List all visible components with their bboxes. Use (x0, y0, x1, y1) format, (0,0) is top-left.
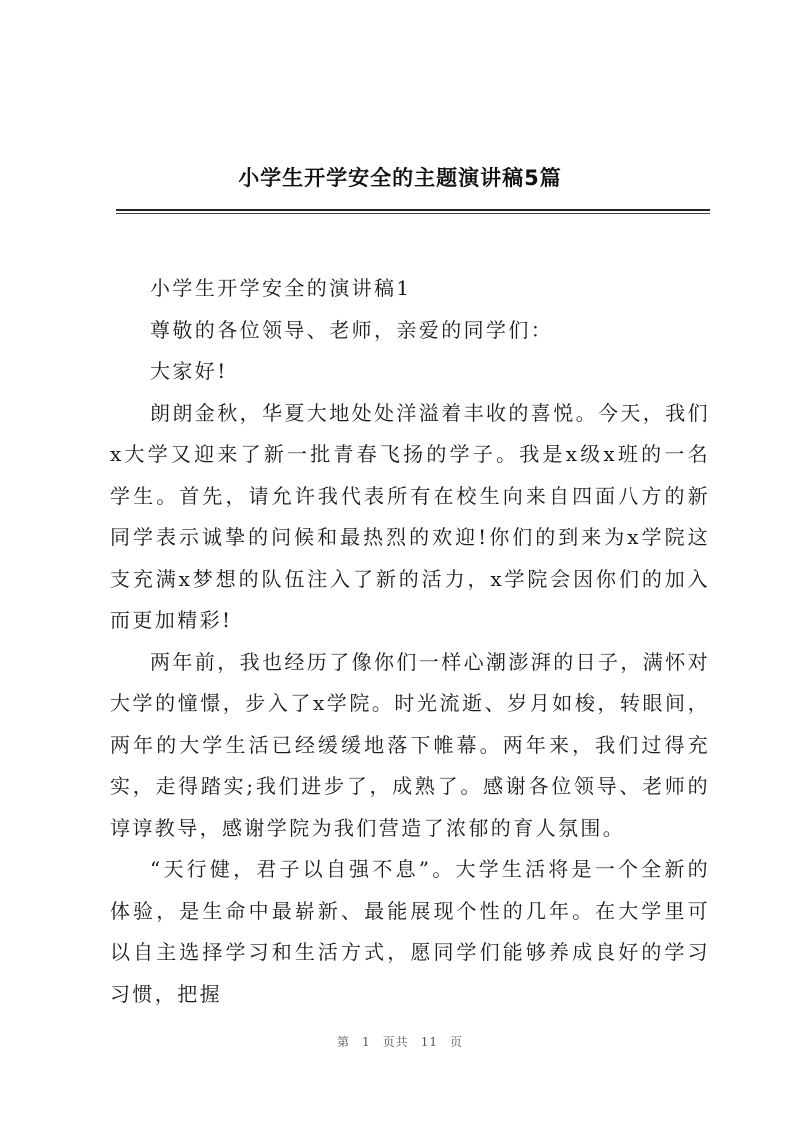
page-footer (0, 1033, 800, 1050)
document-body (110, 268, 710, 1015)
paragraph: 两年前，我也经历了像你们一样心潮澎湃的日子，满怀对大学的憧憬，步入了x学院。时光流逝、岁月如梭，转眼间，两年的大学生活已经缓缓地落下帷幕。两年来，我们过得充实，走得踏实;我们进步了，成熟了。感谢各位领导、老师的谆谆教导，感谢学院为我们营造了浓郁的育人氛围。 (110, 649, 710, 840)
paragraph: “天行健，君子以自强不息”。大学生活将是一个全新的体验，是生命中最崭新、最能展现个性的几年。在大学里可以自主选择学习和生活方式，愿同学们能够养成良好的学习习惯，把握 (110, 857, 710, 1006)
document-title: 小学生开学安全的主题演讲稿5篇 (238, 166, 562, 190)
greeting: 大家好! (150, 359, 228, 383)
paragraph: 朗朗金秋，华夏大地处处洋溢着丰收的喜悦。今天，我们x大学又迎来了新一批青春飞扬的学子。我是x级x班的一名学生。首先，请允许我代表所有在校生向来自四面八方的新同学表示诚挚的问候和最热烈的欢迎!你们的到来为x学院这支充满x梦想的队伍注入了新的活力，x学院会因你们的加入而更加精彩! (110, 400, 710, 632)
salutation: 尊敬的各位领导、老师，亲爱的同学们： (150, 317, 554, 342)
footer-page-number: 1 (362, 1035, 371, 1049)
footer-suffix: 页 (449, 1035, 463, 1049)
title-divider-thin (116, 213, 710, 214)
section-heading: 小学生开学安全的演讲稿1 (150, 276, 412, 300)
footer-mid: 页共 (382, 1035, 409, 1049)
footer-total-pages: 11 (420, 1035, 438, 1049)
footer-prefix: 第 (337, 1035, 351, 1049)
title-divider (116, 209, 710, 211)
